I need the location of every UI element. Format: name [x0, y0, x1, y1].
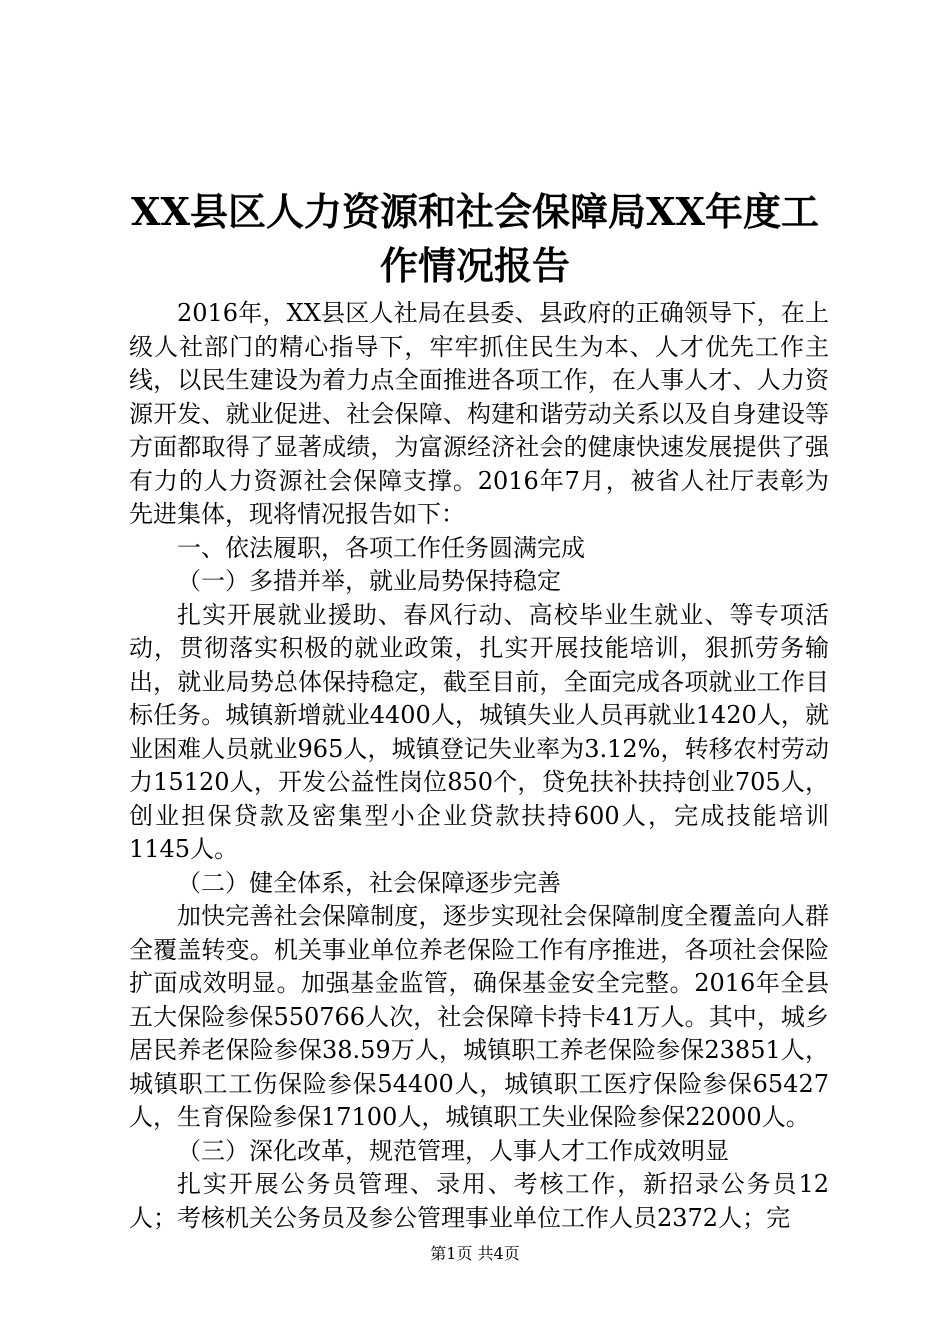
subsection-heading-1: （一）多措并举，就业局势保持稳定 [177, 567, 561, 595]
personnel-paragraph: 扎实开展公务员管理、录用、考核工作，新招录公务员12人；考核机关公务员及参公管理事业单位工作人员2372人；完 [129, 1170, 829, 1232]
section-heading-1: 一、依法履职，各项工作任务圆满完成 [177, 533, 585, 562]
document-title: XX县区人力资源和社会保障局XX年度工作情况报告 [131, 189, 819, 288]
page-footer: 第1页 共4页 [430, 1244, 520, 1263]
social-security-paragraph: 加快完善社会保障制度，逐步实现社会保障制度全覆盖向人群全覆盖转变。机关事业单位养老保险工作有序推进，各项社会保险扩面成效明显。加强基金监管，确保基金安全完整。2016年全县五大保险参保550766人次，社会保障卡持卡41万人。其中，城乡居民养老保险参保38.59万人，城镇职工养老保险参保23851人，城镇职工工伤保险参保54400人，城镇职工医疗保险参保65427人，生育保险参保17100人，城镇职工失业保险参保22000人。 [129, 902, 829, 1131]
document-body [129, 297, 829, 1235]
intro-paragraph: 2016年，XX县区人社局在县委、县政府的正确领导下，在上级人社部门的精心指导下，牢牢抓住民生为本、人才优先工作主线，以民生建设为着力点全面推进各项工作，在人事人才、人力资源开发、就业促进、社会保障、构建和谐劳动关系以及自身建设等方面都取得了显著成绩，为富源经济社会的健康快速发展提供了强有力的人力资源社会保障支撑。2016年7月，被省人社厅表彰为先进集体，现将情况报告如下： [129, 299, 829, 528]
employment-paragraph: 扎实开展就业援助、春风行动、高校毕业生就业、等专项活动，贯彻落实积极的就业政策，扎实开展技能培训，狠抓劳务输出，就业局势总体保持稳定，截至目前，全面完成各项就业工作目标任务。城镇新增就业4400人，城镇失业人员再就业1420人，就业困难人员就业965人，城镇登记失业率为3.12%，转移农村劳动力15120人，开发公益性岗位850个，贷免扶补扶持创业705人，创业担保贷款及密集型小企业贷款扶持600人，完成技能培训1145人。 [129, 600, 829, 863]
subsection-heading-3: （三）深化改革，规范管理，人事人才工作成效明显 [177, 1136, 729, 1165]
subsection-heading-2: （二）健全体系，社会保障逐步完善 [177, 868, 561, 897]
